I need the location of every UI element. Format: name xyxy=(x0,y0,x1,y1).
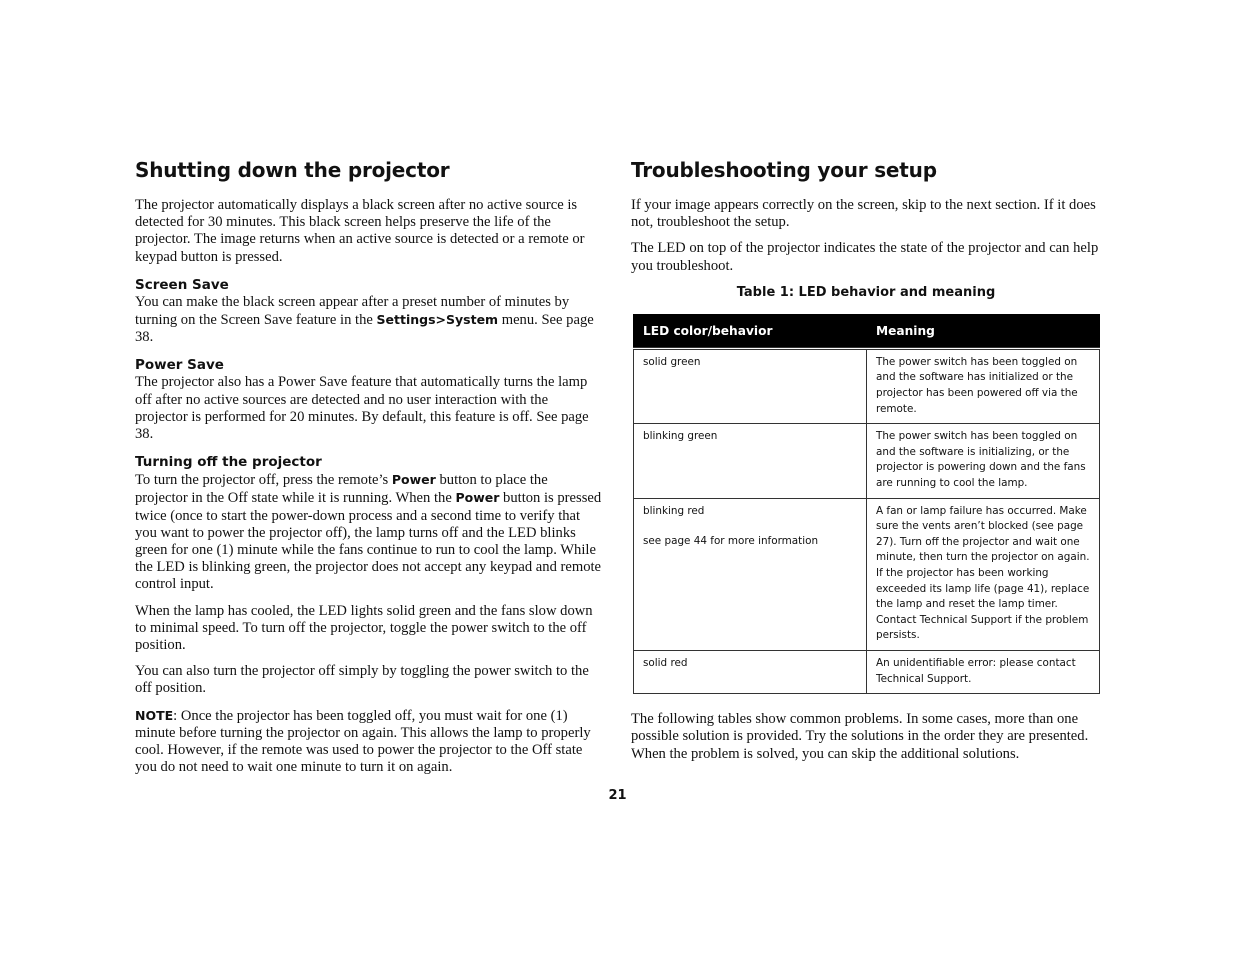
header-led-behavior: LED color/behavior xyxy=(634,314,867,348)
intro-paragraph: The projector automatically displays a black screen after no active source is detected for 30 minutes. This black screen helps preserve the life of the projector. The image returns when an active source is detected or a remote or keypad button is pressed. xyxy=(135,197,585,265)
meaning-cell: A fan or lamp failure has occurred. Make sure the vents aren’t blocked (see page 27). Turn off the projector and wait one minute, then turn the projector on again. If the projector has been working exceeded its lamp life (page 41), replace the lamp and reset the lamp timer. Contact Technical Support if the problem persists. xyxy=(867,498,1100,650)
heading-screen-save: Screen Save xyxy=(135,276,229,293)
behavior-cell: blinking red see page 44 for more information xyxy=(634,498,867,650)
see-page-note: see page 44 for more information xyxy=(643,535,819,548)
meaning-cell: The power switch has been toggled on and the software is initializing, or the projector is powering down and the fans are running to cool the lamp. xyxy=(867,424,1100,498)
table-caption: Table 1: LED behavior and meaning xyxy=(736,284,996,300)
settings-system-menu-ref: Settings>System xyxy=(376,312,499,328)
screen-save-paragraph: You can make the black screen appear after a preset number of minutes by turning on the Screen Save feature in the Settings>System menu. See page 38. xyxy=(135,293,594,346)
page-number: 21 xyxy=(608,788,627,803)
right-column xyxy=(631,155,1101,772)
header-meaning: Meaning xyxy=(867,314,1100,348)
common-problems-paragraph: The following tables show common problems. In some cases, more than one possible solution is provided. Try the solutions in the order they are presented. When the problem is solved, you can skip the additional solutions. xyxy=(631,711,1089,762)
section-title-shutting-down: Shutting down the projector xyxy=(135,158,450,182)
toggle-off-paragraph: You can also turn the projector off simply by toggling the power switch to the off position. xyxy=(135,663,589,697)
power-button-ref: Power xyxy=(455,490,500,506)
led-intro: The LED on top of the projector indicates the state of the projector and can help you troubleshoot. xyxy=(631,240,1099,274)
note-label: NOTE xyxy=(135,707,174,723)
lamp-cooled-paragraph: When the lamp has cooled, the LED lights solid green and the fans slow down to minimal speed. To turn off the projector, toggle the power switch to the off position. xyxy=(135,602,593,654)
power-button-ref: Power xyxy=(391,472,436,488)
section-title-troubleshooting: Troubleshooting your setup xyxy=(631,158,937,182)
table-header-row xyxy=(634,314,1100,348)
table-row xyxy=(634,498,1100,650)
table-row xyxy=(634,424,1100,498)
troubleshoot-intro: If your image appears correctly on the screen, skip to the next section. If it does not, troubleshoot the setup. xyxy=(631,197,1096,231)
table-row xyxy=(634,650,1100,693)
turning-off-paragraph: To turn the projector off, press the remote’s Power button to place the projector in the Off state while it is running. When the Power button is pressed twice (once to start the power-down process and a second time to verify that you want to power the projector off), the lamp turns off and the LED blinks green for one (1) minute while the fans continue to run to cool the lamp. While the LED is blinking green, the projector does not accept any keypad and remote control input. xyxy=(135,472,602,593)
meaning-cell: An unidentifiable error: please contact Technical Support. xyxy=(867,650,1100,693)
heading-turning-off: Turning off the projector xyxy=(135,454,322,471)
behavior-cell: solid green xyxy=(634,348,867,423)
left-column xyxy=(135,155,602,785)
behavior-cell: solid red xyxy=(634,650,867,693)
table-row xyxy=(634,348,1100,423)
behavior-cell: blinking green xyxy=(634,424,867,498)
note-paragraph: NOTE: Once the projector has been toggled off, you must wait for one (1) minute before turning the projector on again. This allows the lamp to properly cool. However, if the remote was used to power the projector to the Off state you do not need to wait one minute to turn it on again. xyxy=(135,707,591,776)
heading-power-save: Power Save xyxy=(135,357,224,374)
meaning-cell: The power switch has been toggled on and the software has initialized or the projector has been powered off via the remote. xyxy=(867,348,1100,423)
power-save-paragraph: The projector also has a Power Save feature that automatically turns the lamp off after no active sources are detected and no user interaction with the projector is performed for 20 minutes. By default, this feature is off. See page 38. xyxy=(135,374,589,443)
led-table xyxy=(633,314,1100,694)
